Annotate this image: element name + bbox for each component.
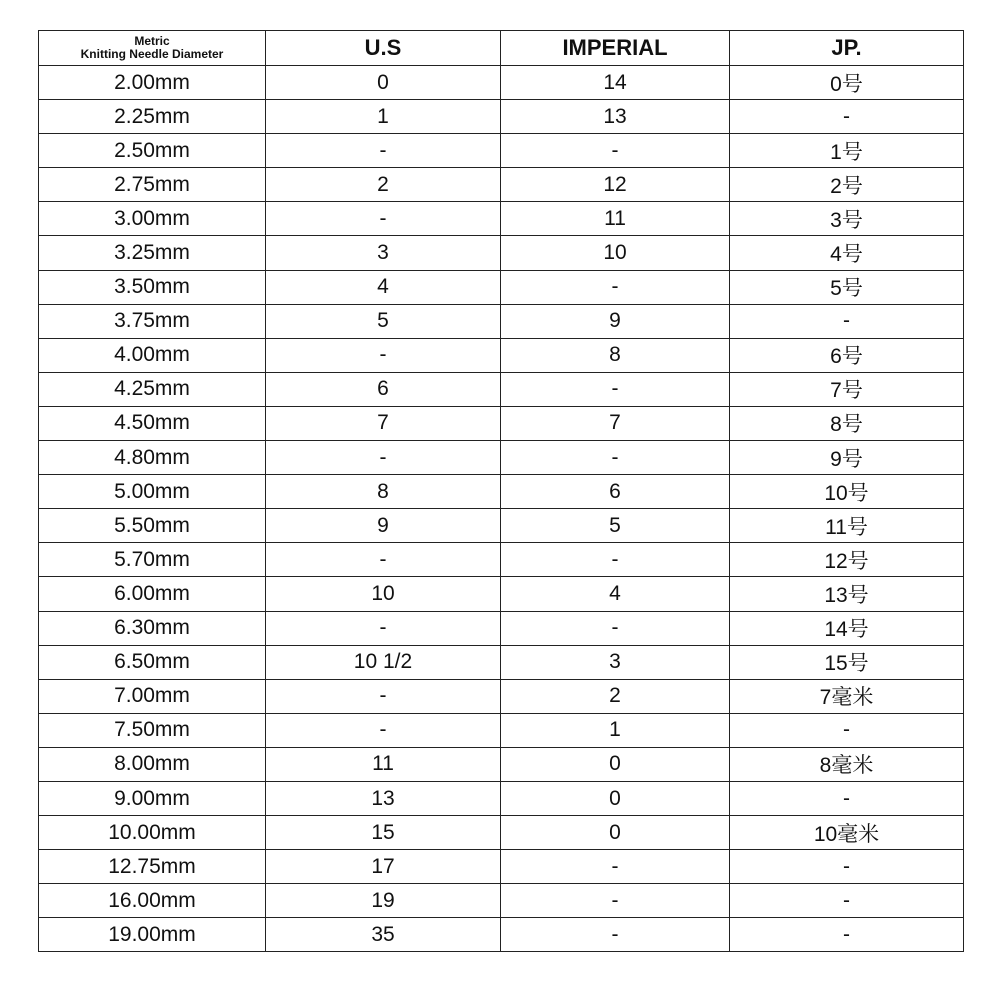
cell-us: 6 — [266, 372, 501, 406]
cell-jp: - — [730, 304, 964, 338]
cell-metric: 3.50mm — [39, 270, 266, 304]
table-row — [39, 645, 964, 679]
table-row — [39, 884, 964, 918]
cell-jp: - — [730, 884, 964, 918]
cell-us: 10 1/2 — [266, 645, 501, 679]
column-header-jp: JP. — [730, 31, 964, 66]
cell-us: 8 — [266, 475, 501, 509]
cell-imperial: 7 — [501, 406, 730, 440]
cell-jp: - — [730, 781, 964, 815]
cell-imperial: 2 — [501, 679, 730, 713]
cell-us: 35 — [266, 918, 501, 952]
cell-us: 0 — [266, 66, 501, 100]
cell-imperial: - — [501, 850, 730, 884]
column-header-imperial: IMPERIAL — [501, 31, 730, 66]
table-row — [39, 372, 964, 406]
table-body — [39, 66, 964, 952]
cell-metric: 2.00mm — [39, 66, 266, 100]
table-row — [39, 577, 964, 611]
cell-jp: 0号 — [730, 66, 964, 100]
cell-jp: 3号 — [730, 202, 964, 236]
table-row — [39, 509, 964, 543]
cell-metric: 7.50mm — [39, 713, 266, 747]
cell-imperial: - — [501, 134, 730, 168]
cell-imperial: 14 — [501, 66, 730, 100]
cell-us: 1 — [266, 100, 501, 134]
table-row — [39, 100, 964, 134]
cell-us: 7 — [266, 406, 501, 440]
cell-metric: 9.00mm — [39, 781, 266, 815]
cell-imperial: 11 — [501, 202, 730, 236]
cell-us: 19 — [266, 884, 501, 918]
cell-jp: 14号 — [730, 611, 964, 645]
cell-imperial: 9 — [501, 304, 730, 338]
cell-jp: 11号 — [730, 509, 964, 543]
cell-jp: 1号 — [730, 134, 964, 168]
cell-metric: 2.25mm — [39, 100, 266, 134]
cell-jp: - — [730, 713, 964, 747]
needle-size-conversion-table — [38, 30, 964, 952]
cell-us: 11 — [266, 747, 501, 781]
cell-jp: - — [730, 100, 964, 134]
cell-metric: 5.00mm — [39, 475, 266, 509]
column-header-us: U.S — [266, 31, 501, 66]
cell-metric: 3.25mm — [39, 236, 266, 270]
cell-imperial: - — [501, 543, 730, 577]
cell-metric: 12.75mm — [39, 850, 266, 884]
metric-header-line1: Metric — [134, 34, 170, 48]
cell-jp: - — [730, 850, 964, 884]
cell-imperial: 0 — [501, 747, 730, 781]
cell-metric: 19.00mm — [39, 918, 266, 952]
cell-us: 13 — [266, 781, 501, 815]
cell-us: - — [266, 543, 501, 577]
cell-imperial: 13 — [501, 100, 730, 134]
cell-metric: 3.00mm — [39, 202, 266, 236]
cell-imperial: - — [501, 918, 730, 952]
cell-metric: 8.00mm — [39, 747, 266, 781]
table-row — [39, 918, 964, 952]
cell-metric: 16.00mm — [39, 884, 266, 918]
cell-jp: 8毫米 — [730, 747, 964, 781]
cell-metric: 3.75mm — [39, 304, 266, 338]
table-row — [39, 134, 964, 168]
cell-imperial: - — [501, 611, 730, 645]
cell-us: 15 — [266, 816, 501, 850]
table-row — [39, 236, 964, 270]
table-row — [39, 168, 964, 202]
cell-imperial: - — [501, 884, 730, 918]
cell-metric: 7.00mm — [39, 679, 266, 713]
table-row — [39, 543, 964, 577]
cell-us: - — [266, 338, 501, 372]
cell-imperial: - — [501, 441, 730, 475]
table-row — [39, 66, 964, 100]
cell-jp: 9号 — [730, 441, 964, 475]
table-row — [39, 781, 964, 815]
cell-jp: 13号 — [730, 577, 964, 611]
table-row — [39, 816, 964, 850]
cell-imperial: 12 — [501, 168, 730, 202]
table-row — [39, 406, 964, 440]
cell-us: 4 — [266, 270, 501, 304]
cell-metric: 6.00mm — [39, 577, 266, 611]
cell-imperial: 5 — [501, 509, 730, 543]
cell-imperial: 4 — [501, 577, 730, 611]
cell-us: 3 — [266, 236, 501, 270]
cell-imperial: 0 — [501, 781, 730, 815]
cell-metric: 4.50mm — [39, 406, 266, 440]
table-row — [39, 713, 964, 747]
cell-jp: 10毫米 — [730, 816, 964, 850]
cell-us: - — [266, 713, 501, 747]
cell-jp: 6号 — [730, 338, 964, 372]
cell-jp: 7毫米 — [730, 679, 964, 713]
cell-jp: 10号 — [730, 475, 964, 509]
table-row — [39, 270, 964, 304]
cell-us: - — [266, 679, 501, 713]
table-row — [39, 679, 964, 713]
header-row — [39, 31, 964, 66]
cell-metric: 5.50mm — [39, 509, 266, 543]
cell-us: 17 — [266, 850, 501, 884]
table-row — [39, 611, 964, 645]
cell-imperial: - — [501, 372, 730, 406]
cell-metric: 6.50mm — [39, 645, 266, 679]
cell-metric: 2.75mm — [39, 168, 266, 202]
cell-imperial: - — [501, 270, 730, 304]
cell-jp: 5号 — [730, 270, 964, 304]
cell-metric: 10.00mm — [39, 816, 266, 850]
cell-imperial: 3 — [501, 645, 730, 679]
cell-jp: 7号 — [730, 372, 964, 406]
table-row — [39, 202, 964, 236]
cell-us: 10 — [266, 577, 501, 611]
cell-us: - — [266, 134, 501, 168]
table-row — [39, 441, 964, 475]
cell-jp: 4号 — [730, 236, 964, 270]
cell-jp: 15号 — [730, 645, 964, 679]
cell-jp: - — [730, 918, 964, 952]
table-row — [39, 747, 964, 781]
table-row — [39, 338, 964, 372]
cell-jp: 8号 — [730, 406, 964, 440]
cell-imperial: 6 — [501, 475, 730, 509]
cell-us: - — [266, 441, 501, 475]
cell-metric: 2.50mm — [39, 134, 266, 168]
cell-us: 2 — [266, 168, 501, 202]
cell-us: 5 — [266, 304, 501, 338]
metric-header-line2: Knitting Needle Diameter — [80, 47, 224, 61]
table-row — [39, 304, 964, 338]
cell-metric: 4.00mm — [39, 338, 266, 372]
cell-metric: 6.30mm — [39, 611, 266, 645]
cell-us: 9 — [266, 509, 501, 543]
cell-imperial: 10 — [501, 236, 730, 270]
column-header-metric — [39, 31, 266, 66]
cell-metric: 4.25mm — [39, 372, 266, 406]
cell-jp: 12号 — [730, 543, 964, 577]
cell-us: - — [266, 611, 501, 645]
table-row — [39, 475, 964, 509]
cell-metric: 5.70mm — [39, 543, 266, 577]
cell-imperial: 1 — [501, 713, 730, 747]
cell-jp: 2号 — [730, 168, 964, 202]
table-row — [39, 850, 964, 884]
cell-metric: 4.80mm — [39, 441, 266, 475]
cell-us: - — [266, 202, 501, 236]
cell-imperial: 0 — [501, 816, 730, 850]
cell-imperial: 8 — [501, 338, 730, 372]
